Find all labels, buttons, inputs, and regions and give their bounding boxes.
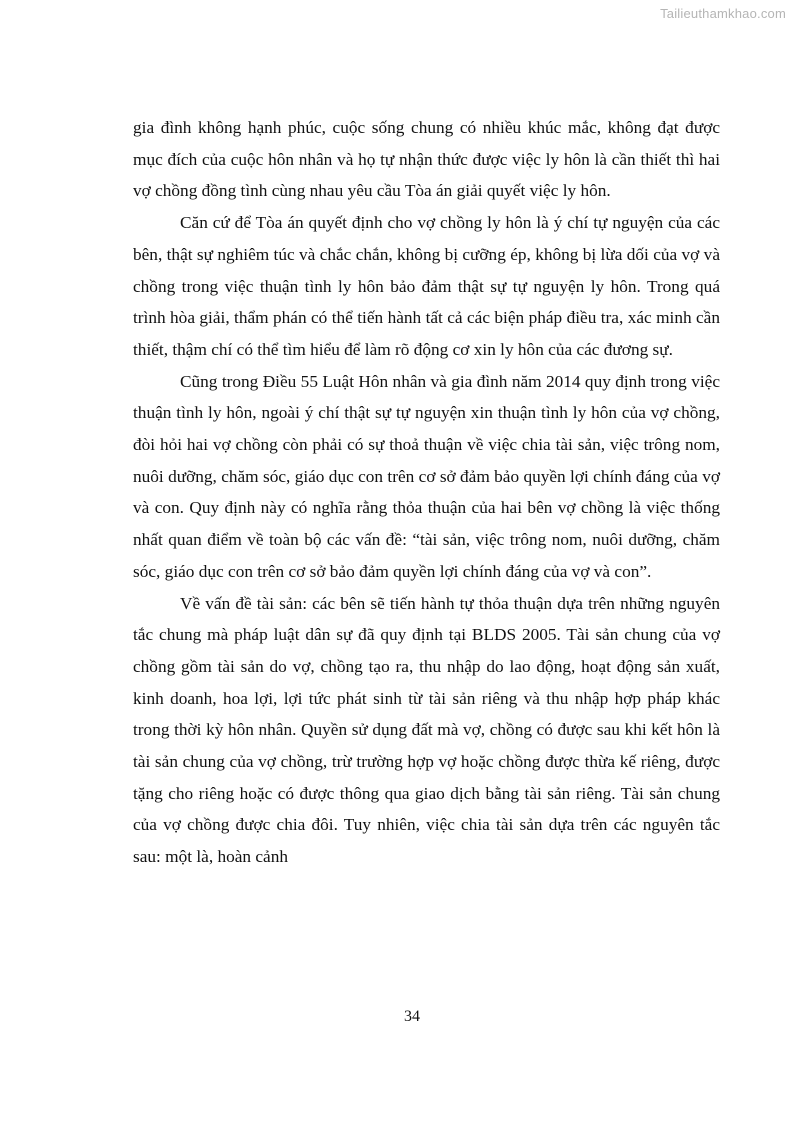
paragraph-article-55: Cũng trong Điều 55 Luật Hôn nhân và gia đình năm 2014 quy định trong việc thuận tình ly hôn, ngoài ý chí thật sự tự nguyện xin thuận tình ly hôn của vợ chồng, đòi hỏi hai vợ chồng còn phải có sự thoả thuận về việc chia tài sản, việc trông nom, nuôi dưỡng, chăm sóc, giáo dục con trên cơ sở đảm bảo quyền lợi chính đáng của vợ và con. Quy định này có nghĩa rằng thỏa thuận của hai bên vợ chồng là việc thống nhất quan điểm về toàn bộ các vấn đề: “tài sản, việc trông nom, nuôi dưỡng, chăm sóc, giáo dục con trên cơ sở bảo đảm quyền lợi chính đáng của vợ và con”. xyxy=(133,371,720,581)
page-number: 34 xyxy=(404,1008,420,1025)
paragraph-continuation: gia đình không hạnh phúc, cuộc sống chung có nhiều khúc mắc, không đạt được mục đích của cuộc hôn nhân và họ tự nhận thức được việc ly hôn là cần thiết thì hai vợ chồng đồng tình cùng nhau yêu cầu Tòa án giải quyết việc ly hôn. xyxy=(133,118,720,201)
watermark-text: Tailieuthamkhao.com xyxy=(660,6,786,21)
paragraph-property-issue: Về vấn đề tài sản: các bên sẽ tiến hành tự thỏa thuận dựa trên những nguyên tắc chung mà pháp luật dân sự đã quy định tại BLDS 2005. Tài sản chung của vợ chồng gồm tài sản do vợ, chồng tạo ra, thu nhập do lao động, hoạt động sản xuất, kinh doanh, hoa lợi, lợi tức phát sinh từ tài sản riêng và thu nhập hợp pháp khác trong thời kỳ hôn nhân. Quyền sử dụng đất mà vợ, chồng có được sau khi kết hôn là tài sản chung của vợ chồng, trừ trường hợp vợ hoặc chồng được thừa kế riêng, được tặng cho riêng hoặc có được thông qua giao dịch bằng tài sản riêng. Tài sản chung của vợ chồng được chia đôi. Tuy nhiên, việc chia tài sản dựa trên các nguyên tắc sau: một là, hoàn cảnh xyxy=(133,593,720,867)
document-body xyxy=(133,112,720,873)
paragraph-basis-for-divorce: Căn cứ để Tòa án quyết định cho vợ chồng ly hôn là ý chí tự nguyện của các bên, thật sự nghiêm túc và chắc chắn, không bị cưỡng ép, không bị lừa dối của vợ và chồng trong việc thuận tình ly hôn bảo đảm thật sự tự nguyện ly hôn. Trong quá trình hòa giải, thẩm phán có thể tiến hành tất cả các biện pháp điều tra, xác minh cần thiết, thậm chí có thể tìm hiểu để làm rõ động cơ xin ly hôn của các đương sự. xyxy=(133,213,720,359)
